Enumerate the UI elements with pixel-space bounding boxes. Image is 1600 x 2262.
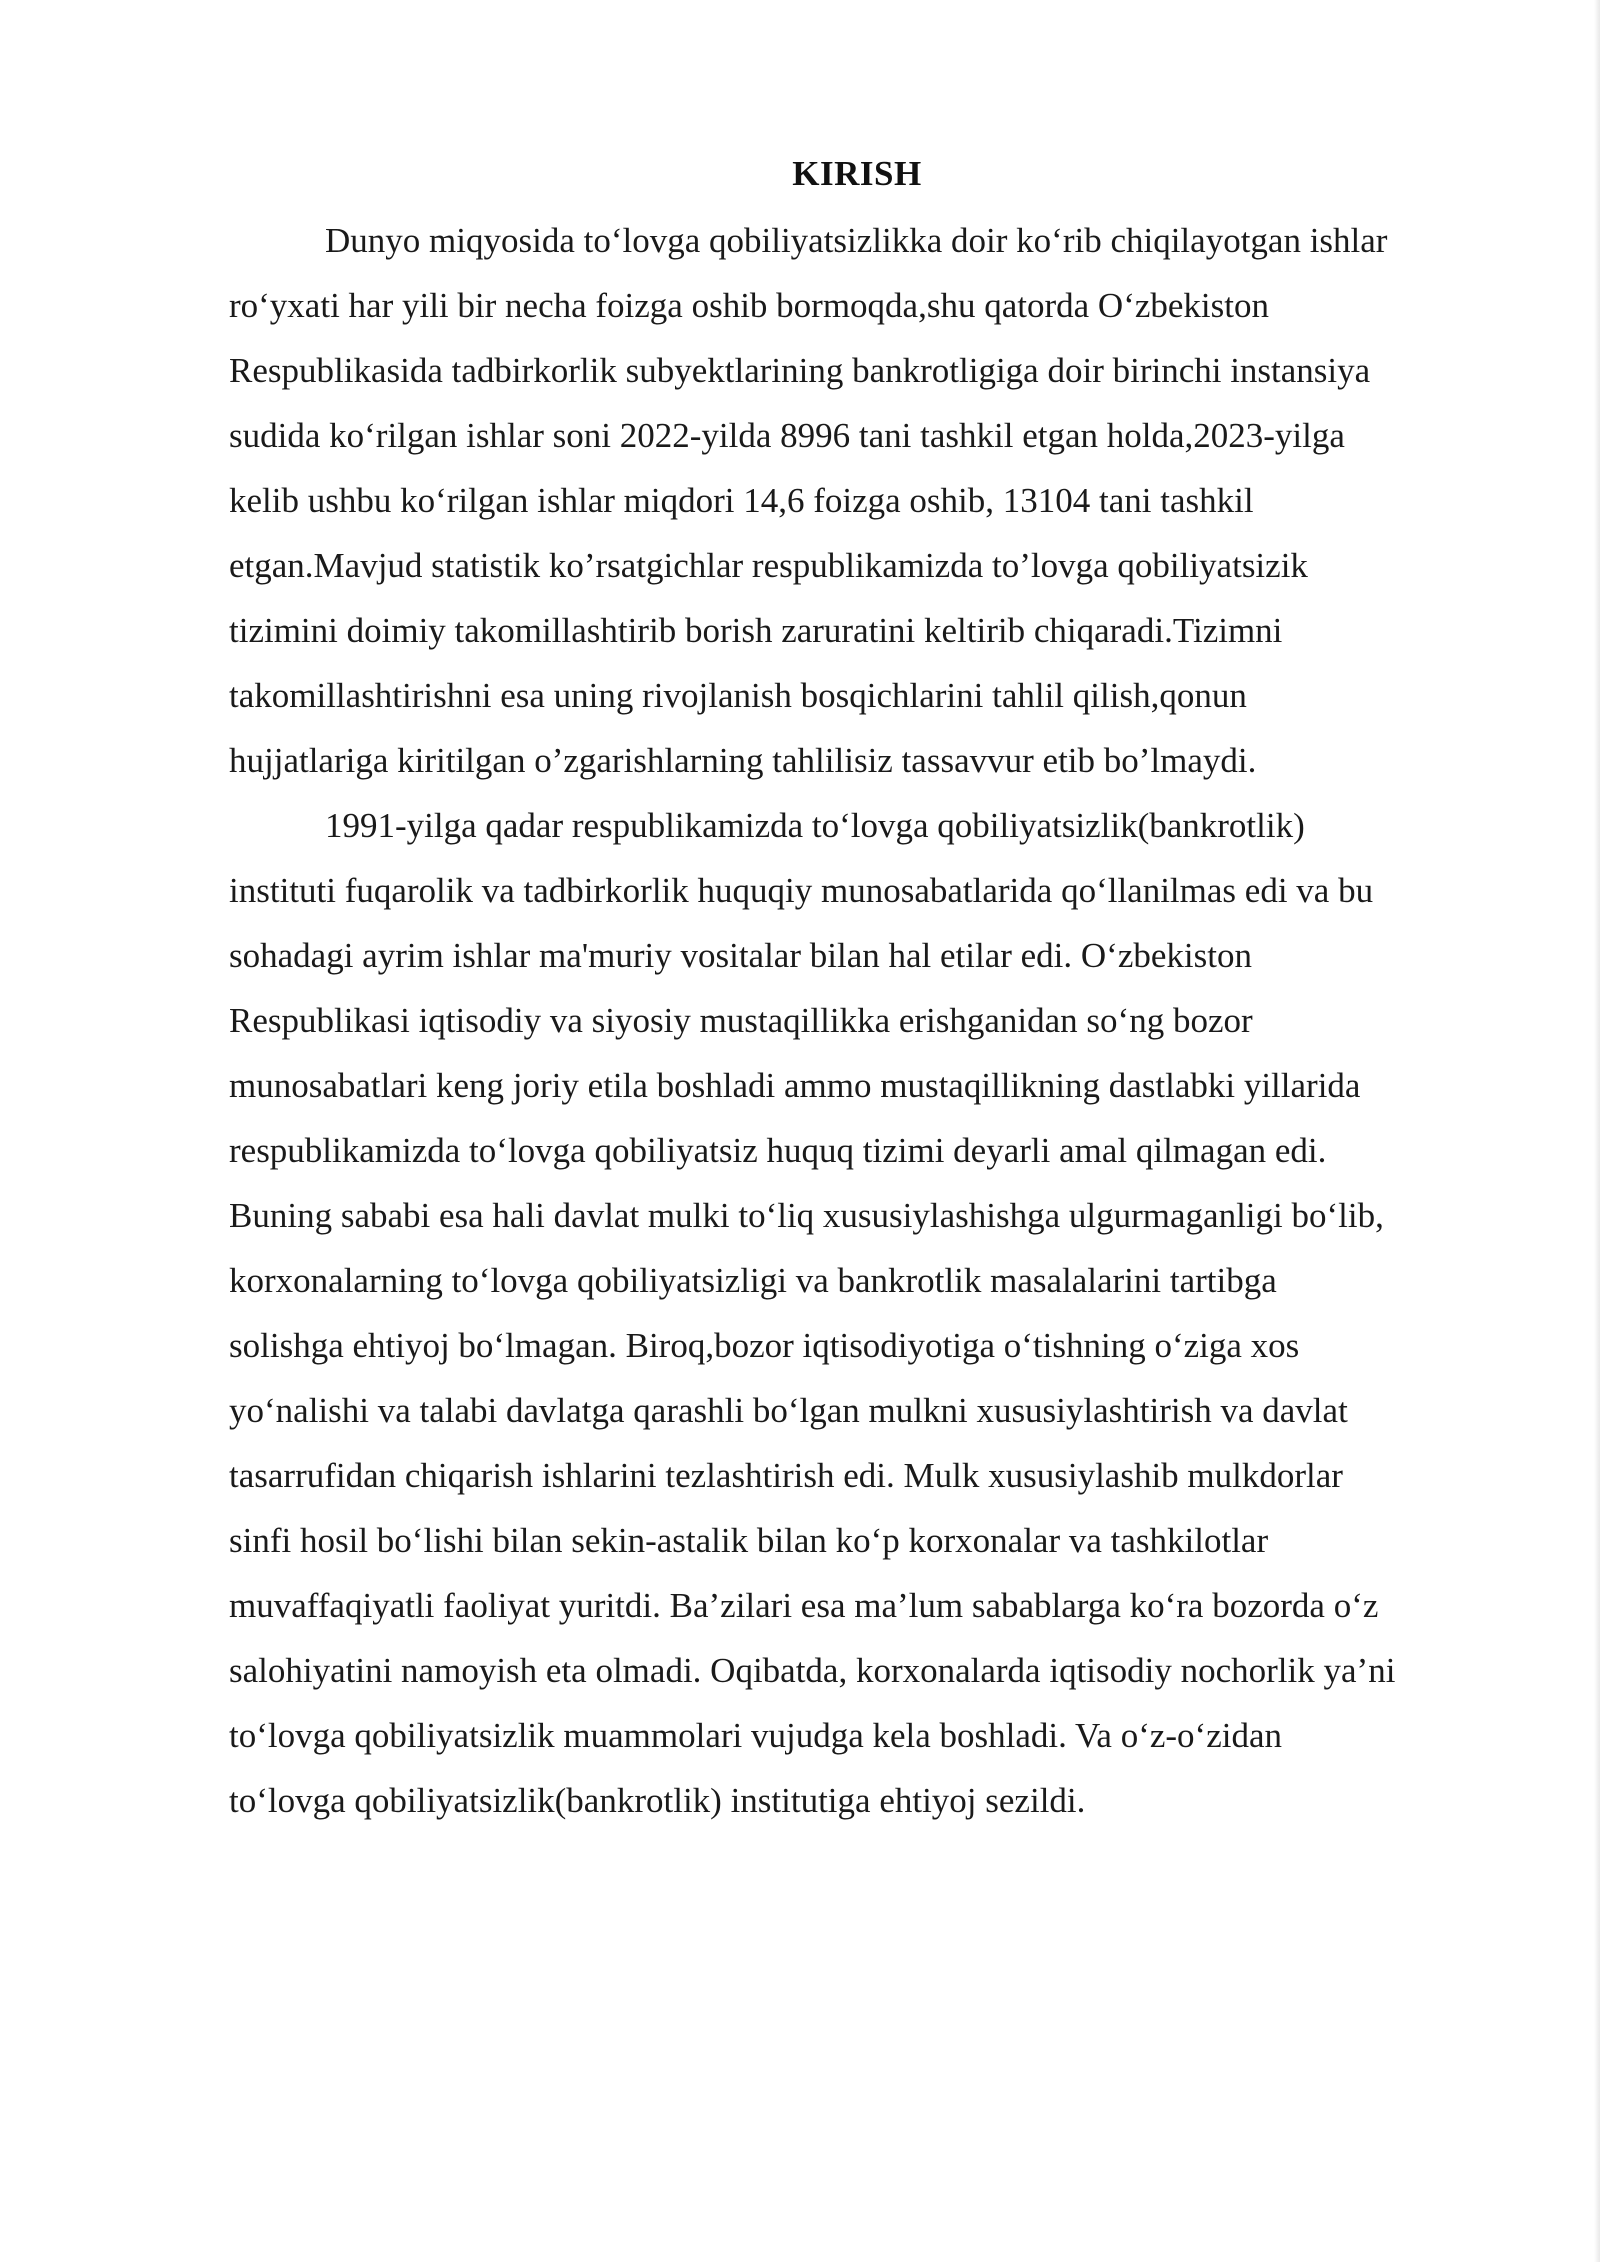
text-line: hujjatlariga kiritilgan o’zgarishlarning tahlilisiz tassavvur etib bo’lmaydi. <box>229 741 1257 780</box>
text-line: tizimini doimiy takomillashtirib borish zaruratini keltirib chiqaradi.Tizimni <box>229 611 1283 650</box>
text-line: respublikamizda to‘lovga qobiliyatsiz huquq tizimi deyarli amal qilmagan edi. <box>229 1131 1327 1170</box>
text-line: to‘lovga qobiliyatsizlik muammolari vujudga kela boshladi. Va o‘z-o‘zidan <box>229 1716 1282 1755</box>
text-line: salohiyatini namoyish eta olmadi. Oqibatda, korxonalarda iqtisodiy nochorlik ya’ni <box>229 1651 1396 1690</box>
text-line: korxonalarning to‘lovga qobiliyatsizligi va bankrotlik masalalarini tartibga <box>229 1261 1277 1300</box>
document-body <box>229 208 1491 1833</box>
text-line: Dunyo miqyosida to‘lovga qobiliyatsizlikka doir ko‘rib chiqilayotgan ishlar <box>325 221 1388 260</box>
text-line: etgan.Mavjud statistik ko’rsatgichlar respublikamizda to’lovga qobiliyatsizik <box>229 546 1308 585</box>
text-line: sudida ko‘rilgan ishlar soni 2022-yilda 8996 tani tashkil etgan holda,2023-yilga <box>229 416 1345 455</box>
text-line: to‘lovga qobiliyatsizlik(bankrotlik) institutiga ehtiyoj sezildi. <box>229 1781 1086 1820</box>
section-heading: KIRISH <box>792 154 922 193</box>
text-line: solishga ehtiyoj bo‘lmagan. Biroq,bozor iqtisodiyotiga o‘tishning o‘ziga xos <box>229 1326 1300 1365</box>
text-line: takomillashtirishni esa uning rivojlanish bosqichlarini tahlil qilish,qonun <box>229 676 1247 715</box>
text-line: 1991-yilga qadar respublikamizda to‘lovga qobiliyatsizlik(bankrotlik) <box>325 806 1305 845</box>
text-line: Buning sababi esa hali davlat mulki to‘liq xususiylashishga ulgurmaganligi bo‘lib, <box>229 1196 1384 1235</box>
text-line: ro‘yxati har yili bir necha foizga oshib bormoqda,shu qatorda O‘zbekiston <box>229 286 1269 325</box>
text-line: kelib ushbu ko‘rilgan ishlar miqdori 14,6 foizga oshib, 13104 tani tashkil <box>229 481 1254 520</box>
text-line: instituti fuqarolik va tadbirkorlik huquqiy munosabatlarida qo‘llanilmas edi va bu <box>229 871 1374 910</box>
text-line: tasarrufidan chiqarish ishlarini tezlashtirish edi. Mulk xususiylashib mulkdorlar <box>229 1456 1343 1495</box>
paragraph-2 <box>229 793 1491 1833</box>
text-line: sinfi hosil bo‘lishi bilan sekin-astalik bilan ko‘p korxonalar va tashkilotlar <box>229 1521 1269 1560</box>
page-edge-shadow <box>1594 0 1600 2262</box>
text-line: munosabatlari keng joriy etila boshladi ammo mustaqillikning dastlabki yillarida <box>229 1066 1361 1105</box>
paragraph-1 <box>229 208 1491 793</box>
text-line: yo‘nalishi va talabi davlatga qarashli bo‘lgan mulkni xususiylashtirish va davlat <box>229 1391 1348 1430</box>
text-line: sohadagi ayrim ishlar ma'muriy vositalar bilan hal etilar edi. O‘zbekiston <box>229 936 1252 975</box>
text-line: Respublikasida tadbirkorlik subyektlarining bankrotligiga doir birinchi instansiya <box>229 351 1371 390</box>
text-line: Respublikasi iqtisodiy va siyosiy mustaqillikka erishganidan so‘ng bozor <box>229 1001 1253 1040</box>
text-line: muvaffaqiyatli faoliyat yuritdi. Ba’zilari esa ma’lum sabablarga ko‘ra bozorda o‘z <box>229 1586 1379 1625</box>
